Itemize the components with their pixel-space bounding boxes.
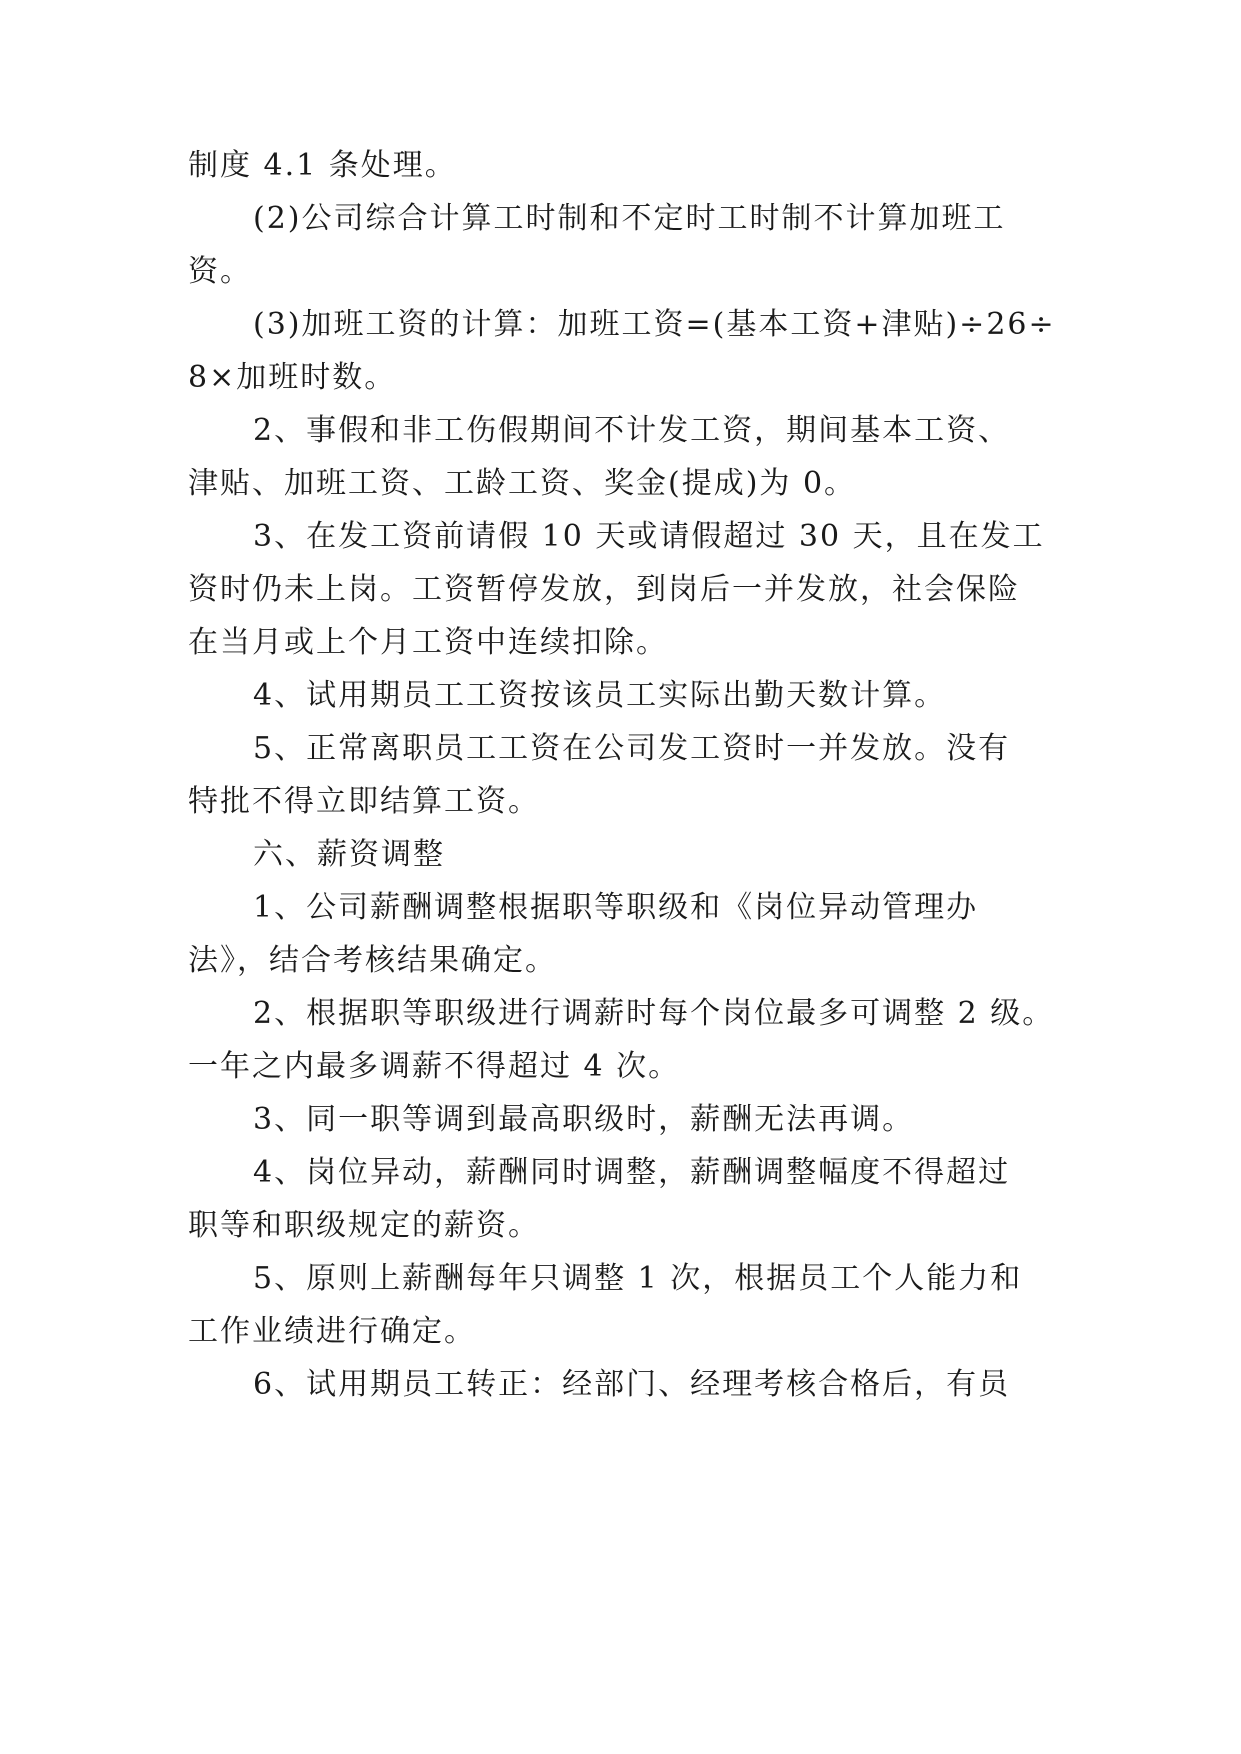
text-line: 8×加班时数。 (188, 360, 397, 395)
text-line: 资。 (188, 254, 252, 289)
text-line: 法》，结合考核结果确定。 (188, 943, 557, 978)
text-line: 在当月或上个月工资中连续扣除。 (188, 625, 668, 660)
text-line: 5、正常离职员工工资在公司发工资时一并发放。没有 (253, 731, 1011, 766)
text-line: 2、事假和非工伤假期间不计发工资，期间基本工资、 (253, 413, 1011, 448)
text-line: 一年之内最多调薪不得超过 4 次。 (188, 1049, 681, 1084)
text-line: (3)加班工资的计算：加班工资=(基本工资+津贴)÷26÷ (253, 307, 1056, 342)
text-line: 津贴、加班工资、工龄工资、奖金(提成)为 0。 (188, 466, 857, 501)
text-line: 4、试用期员工工资按该员工实际出勤天数计算。 (253, 678, 947, 713)
text-line: 4、岗位异动，薪酬同时调整，薪酬调整幅度不得超过 (253, 1155, 1011, 1190)
text-line: 5、原则上薪酬每年只调整 1 次，根据员工个人能力和 (253, 1261, 1023, 1296)
text-line: 特批不得立即结算工资。 (188, 784, 540, 819)
text-line: 工作业绩进行确定。 (188, 1314, 476, 1349)
text-line: 6、试用期员工转正：经部门、经理考核合格后，有员 (253, 1367, 1011, 1402)
text-line: 资时仍未上岗。工资暂停发放，到岗后一并发放，社会保险 (188, 572, 1020, 607)
text-line: (2)公司综合计算工时制和不定时工时制不计算加班工 (253, 201, 1006, 236)
text-line: 1、公司薪酬调整根据职等职级和《岗位异动管理办 (253, 890, 979, 925)
section-heading: 六、薪资调整 (253, 837, 445, 872)
text-line: 3、同一职等调到最高职级时，薪酬无法再调。 (253, 1102, 915, 1137)
text-line: 制度 4.1 条处理。 (188, 148, 457, 183)
text-line: 3、在发工资前请假 10 天或请假超过 30 天，且在发工 (253, 519, 1045, 554)
text-line: 职等和职级规定的薪资。 (188, 1208, 540, 1243)
text-line: 2、根据职等职级进行调薪时每个岗位最多可调整 2 级。 (253, 996, 1055, 1031)
